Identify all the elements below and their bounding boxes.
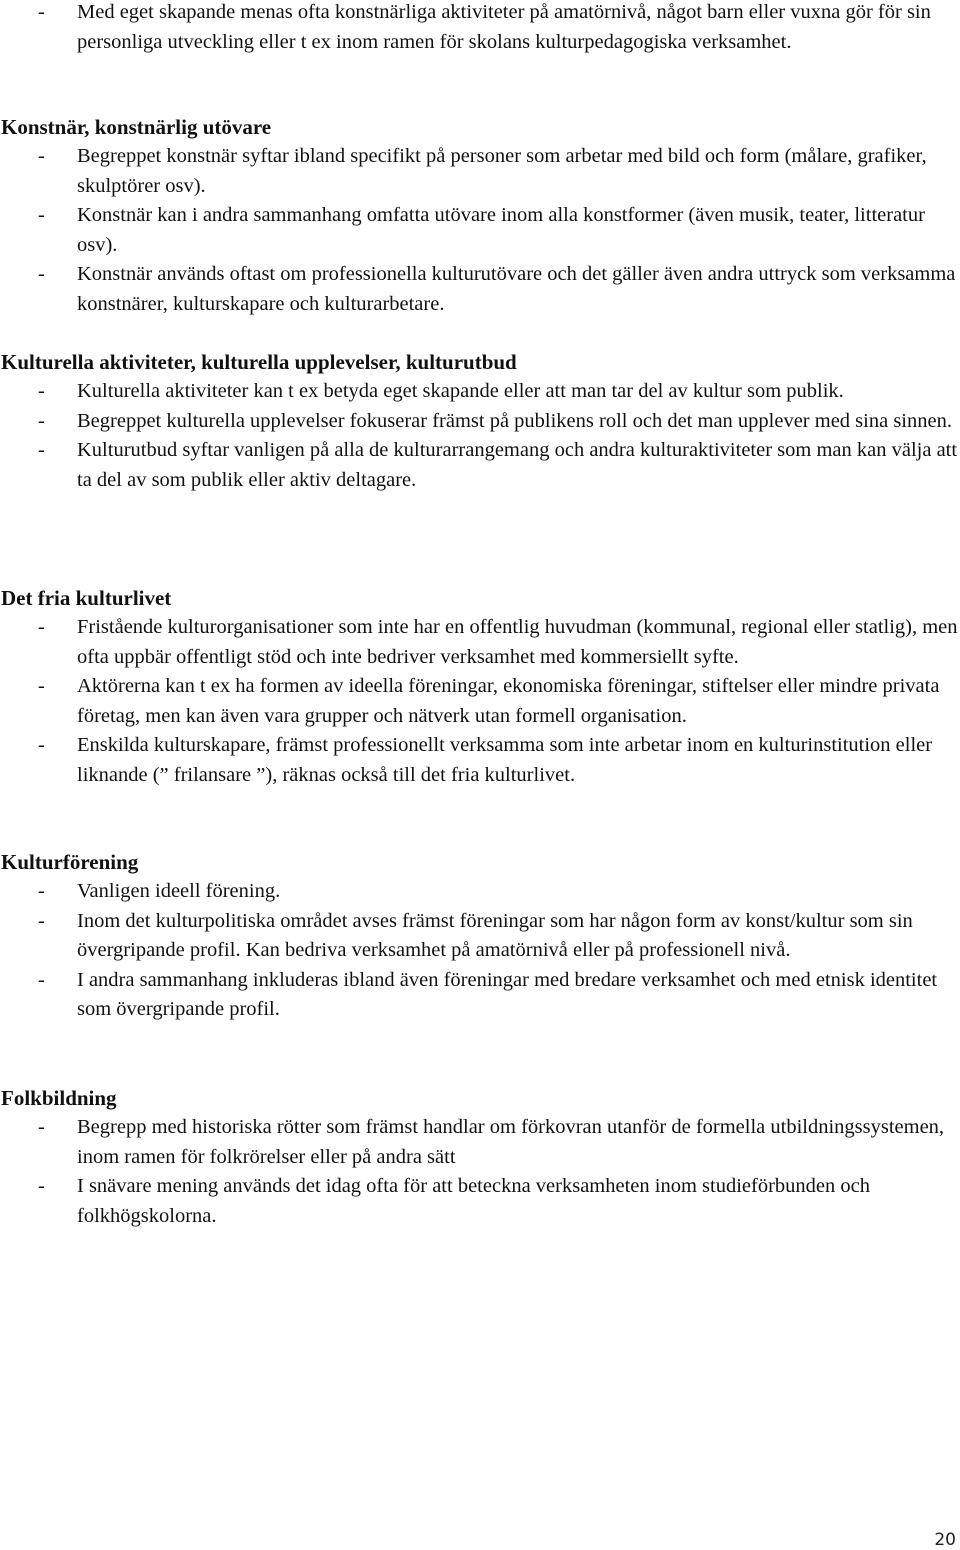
dash: - (38, 968, 45, 991)
list-item (0, 407, 960, 437)
list-item-text: Begreppet konstnär syftar ibland specifikt på personer som arbetar med bild och form (målare, grafiker, skulptörer osv). (77, 145, 927, 197)
list-item (0, 142, 960, 201)
dash: - (38, 380, 45, 402)
section-list (0, 142, 960, 319)
dash: - (38, 909, 45, 932)
list-item (0, 613, 960, 672)
list-item (0, 260, 960, 319)
list-item-text: I andra sammanhang inkluderas ibland även föreningar med bredare verksamhet och med etnisk identitet som övergripande profil. (77, 968, 938, 1020)
intro-list (0, 0, 960, 57)
section-konstnar (0, 113, 960, 319)
list-item-text: Enskilda kulturskapare, främst professionellt verksamma som inte arbetar inom en kulturinstitution eller liknande (” frilansare ”), räknas också till det fria kulturlivet. (77, 734, 933, 786)
dash: - (38, 204, 45, 226)
dash: - (38, 880, 45, 902)
dash: - (38, 1175, 45, 1197)
section-heading: Kulturella aktiviteter, kulturella upplevelser, kulturutbud (1, 350, 517, 374)
section-heading: Kulturförening (1, 850, 139, 874)
list-item-text: Fristående kulturorganisationer som inte har en offentlig huvudman (kommunal, regional eller statlig), men ofta uppbär offentligt stöd och inte bedriver verksamhet med kommersiellt syfte. (77, 616, 958, 668)
list-item-text: Aktörerna kan t ex ha formen av ideella föreningar, ekonomiska föreningar, stiftelser eller mindre privata företag, men kan även vara grupper och nätverk utan formell organisation. (77, 675, 940, 727)
dash: - (38, 1116, 45, 1138)
dash: - (38, 734, 45, 756)
dash: - (38, 675, 45, 697)
list-item-text: Begrepp med historiska rötter som främst handlar om förkovran utanför de formella utbildningssystemen, inom ramen för folkrörelser eller på andra sätt (77, 1116, 945, 1168)
list-item-text: Konstnär används oftast om professionella kulturutövare och det gäller även andra uttryck som verksamma konstnärer, kulturskapare och kulturarbetare. (77, 263, 956, 315)
list-item-text: I snävare mening används det idag ofta för att beteckna verksamheten inom studieförbunden och folkhögskolorna. (77, 1175, 870, 1227)
dash: - (38, 409, 45, 432)
list-item-text: Begreppet kulturella upplevelser fokuserar främst på publikens roll och det man upplever med sina sinnen. (77, 409, 952, 432)
section-list (0, 877, 960, 1025)
list-item-text: Vanligen ideell förening. (77, 880, 281, 902)
section-heading: Konstnär, konstnärlig utövare (1, 115, 272, 139)
list-item (0, 731, 960, 790)
section-det-fria-kulturlivet (0, 584, 960, 790)
list-item (0, 201, 960, 260)
list-item (0, 966, 960, 1025)
list-item-text: Kulturella aktiviteter kan t ex betyda eget skapande eller att man tar del av kultur som publik. (77, 380, 844, 402)
list-item (0, 377, 960, 407)
list-item (0, 672, 960, 731)
dash: - (38, 1, 45, 23)
list-item-text: Konstnär kan i andra sammanhang omfatta utövare inom alla konstformer (även musik, teater, litteratur osv). (77, 204, 925, 256)
section-kulturforening (0, 848, 960, 1025)
section-heading: Det fria kulturlivet (1, 586, 172, 610)
list-item (0, 436, 960, 495)
section-list (0, 613, 960, 790)
list-item-text: Inom det kulturpolitiska området avses främst föreningar som har någon form av konst/kultur som sin övergripande profil. Kan bedriva verksamhet på amatörnivå eller på professionell nivå. (77, 909, 913, 961)
section-kulturella-aktiviteter (0, 348, 960, 495)
list-item (0, 0, 960, 57)
list-item-text: Med eget skapande menas ofta konstnärliga aktiviteter på amatörnivå, något barn eller vuxna gör för sin personliga utveckling eller t ex inom ramen för skolans kulturpedagogiska verksamhet. (77, 1, 931, 53)
page-number: 20 (934, 1530, 956, 1550)
section-heading: Folkbildning (1, 1086, 117, 1110)
intro-section (0, 0, 960, 57)
section-list (0, 1113, 960, 1231)
list-item (0, 877, 960, 907)
dash: - (38, 616, 45, 638)
dash: - (38, 145, 45, 167)
dash: - (38, 263, 45, 285)
list-item-text: Kulturutbud syftar vanligen på alla de kulturarrangemang och andra kulturaktiviteter som man kan välja att ta del av som publik eller aktiv deltagare. (77, 439, 958, 491)
section-list (0, 377, 960, 495)
list-item (0, 1172, 960, 1231)
list-item (0, 1113, 960, 1172)
dash: - (38, 439, 45, 461)
list-item (0, 907, 960, 966)
section-folkbildning (0, 1084, 960, 1231)
